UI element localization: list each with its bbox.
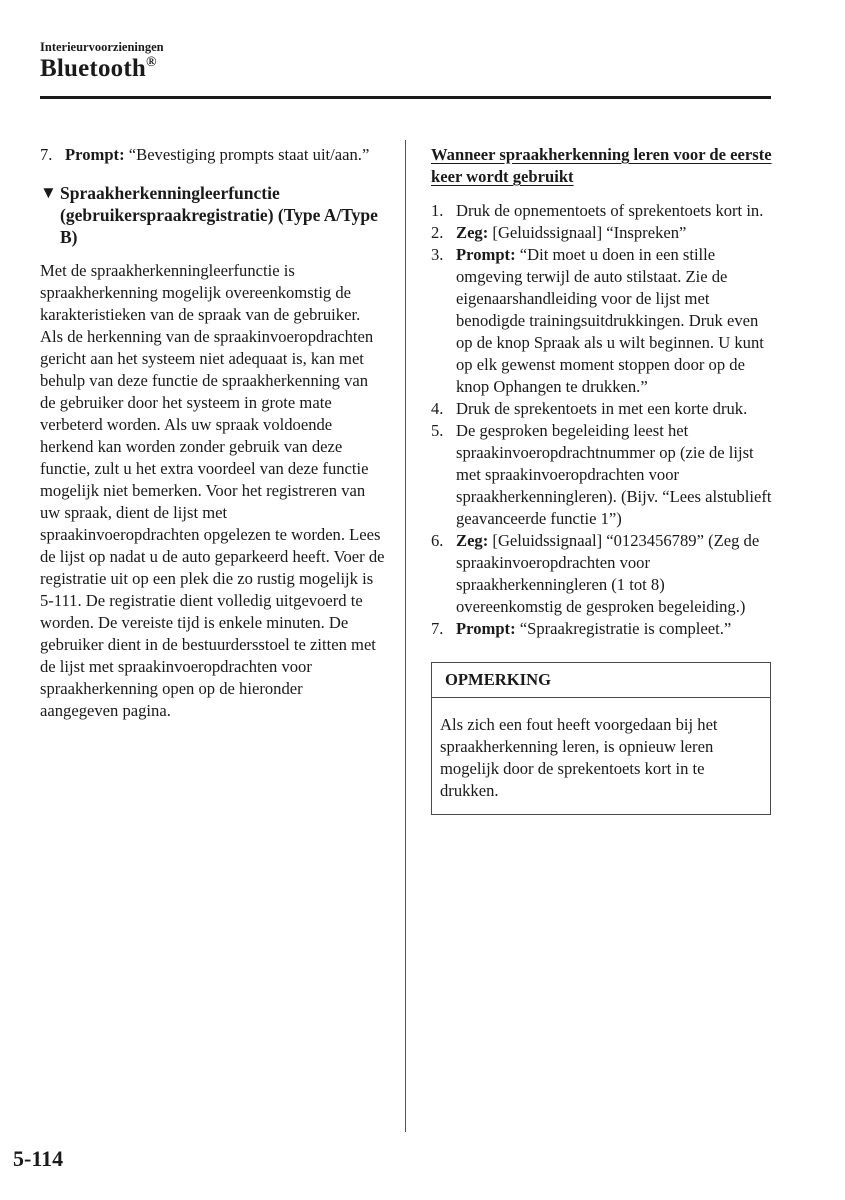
registered-mark: ® (145, 55, 157, 70)
page-number: 5-114 (13, 1146, 64, 1171)
step-lead: Zeg: (456, 223, 489, 242)
step-text (456, 530, 772, 618)
step-text (456, 618, 772, 640)
step-number: 7. (431, 619, 444, 638)
item-text (65, 144, 385, 166)
left-column (40, 144, 385, 722)
step-body: “Dit moet u doen in een stille omgeving terwijl de auto stilstaat. Zie de eigenaarshandleiding voor de lijst met benodigde trainingsuitdrukkingen. Druk even op de knop Spraak als u wilt beginnen. U kunt op elk gewenst moment stoppen door op de knop Ophangen te drukken.” (456, 245, 764, 396)
step-number: 6. (431, 531, 444, 550)
list-item (431, 222, 772, 244)
step-number: 3. (431, 245, 444, 264)
item-lead: Prompt: (65, 145, 125, 164)
note-box (431, 662, 771, 815)
step-text (456, 244, 772, 398)
step-lead: Zeg: (456, 531, 489, 550)
note-text: Als zich een fout heeft voorgedaan bij het spraakherkenning leren, is opnieuw leren mogelijk door de sprekentoets kort in te drukken. (440, 715, 718, 800)
page-title (40, 55, 157, 83)
list-item (431, 618, 772, 640)
list-item (431, 200, 772, 222)
note-title: OPMERKING (432, 663, 770, 698)
step-body: Druk de sprekentoets in met een korte druk. (456, 399, 748, 418)
item-body: “Bevestiging prompts staat uit/aan.” (124, 145, 370, 164)
page-title-text: Bluetooth (40, 55, 146, 82)
list-item (40, 144, 385, 166)
body-paragraph: Met de spraakherkenningleerfunctie is spraakherkenning mogelijk overeenkomstig de karakteristieken van de spraak van de gebruiker. Als de herkenning van de spraakinvoeropdrachten gericht aan het systeem niet adequaat is, kan met behulp van deze functie de spraakherkenning van de gebruiker door het systeem in grote mate verbeterd worden. Als uw spraak voldoende herkend kan worden zonder gebruik van deze functie, zult u het extra voordeel van deze functie mogelijk niet bemerken. Voor het registreren van uw spraak, dient de lijst met spraakinvoeropdrachten opgelezen te worden. Lees de lijst op nadat u de auto geparkeerd heeft. Voer de registratie uit op een plek die zo rustig mogelijk is 5-111. De registratie dient volledig uitgevoerd te worden. De vereiste tijd is enkele minuten. De gebruiker dient in de bestuurdersstoel te zitten met de lijst met spraakinvoeropdrachten voor spraakherkenning open op de hieronder aangegeven pagina. (40, 261, 385, 720)
step-body: De gesproken begeleiding leest het spraakinvoeropdrachtnummer op (zie de lijst met spraakinvoeropdrachten voor spraakherkenningleren). (Bijv. “Lees alstublieft geavanceerde functie 1”) (456, 421, 772, 528)
step-lead: Prompt: (456, 245, 516, 264)
step-text (456, 420, 772, 530)
step-body: Druk de opnementoets of sprekentoets kort in. (456, 201, 764, 220)
step-text (456, 200, 772, 222)
column-divider (405, 140, 406, 1132)
step-body: [Geluidssignaal] “0123456789” (Zeg de spraakinvoeropdrachten voor spraakherkenningleren (1 tot 8) overeenkomstig de gesproken begeleiding.) (456, 531, 760, 616)
section-heading-text: Spraakherkenningleerfunctie (gebruikerspraakregistratie) (Type A/Type B) (60, 183, 378, 247)
title-rule (40, 96, 771, 99)
list-item (431, 398, 772, 420)
list-item (431, 244, 772, 398)
list-item (431, 530, 772, 618)
step-body: “Spraakregistratie is compleet.” (515, 619, 732, 638)
step-number: 4. (431, 399, 444, 418)
step-number: 5. (431, 421, 444, 440)
step-body: [Geluidssignaal] “Inspreken” (488, 223, 687, 242)
section-label: Interieurvoorzieningen (40, 40, 164, 54)
section-heading (40, 182, 385, 248)
step-number: 1. (431, 201, 444, 220)
item-number: 7. (40, 145, 53, 164)
list-item (431, 420, 772, 530)
step-text (456, 398, 772, 420)
procedure-steps (431, 200, 772, 640)
triangle-down-icon: ▼ (40, 183, 57, 202)
right-column (431, 144, 772, 815)
step-number: 2. (431, 223, 444, 242)
procedure-heading: Wanneer spraakherkenning leren voor de eerste keer wordt gebruikt (431, 145, 772, 186)
step-text (456, 222, 772, 244)
step-lead: Prompt: (456, 619, 516, 638)
left-top-list (40, 144, 385, 166)
